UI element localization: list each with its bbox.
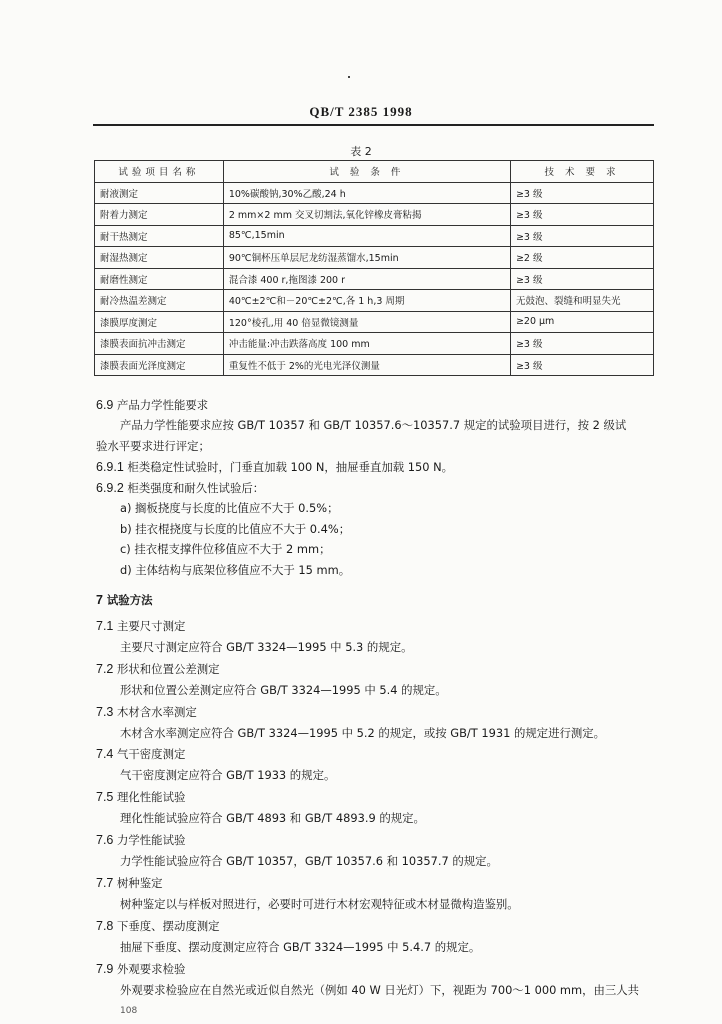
table-row: [95, 225, 654, 247]
page-number: 108: [120, 1006, 138, 1016]
paragraph-line: 验水平要求进行评定；: [96, 439, 210, 453]
clause-6-9-2: [96, 480, 264, 496]
test-item: 耐磨性测定: [95, 268, 224, 290]
test-condition: 120°棱孔,用 40 倍显微镜测量: [223, 311, 510, 333]
list-item: d) 主体结构与底架位移值应不大于 15 mm。: [120, 563, 351, 577]
column-header: 技 术 要 求: [510, 161, 653, 183]
table-row: [95, 290, 654, 312]
paragraph-line: 力学性能试验应符合 GB/T 10357，GB/T 10357.6 和 10357.7 的规定。: [120, 854, 498, 868]
test-item: 耐冷热温差测定: [95, 290, 224, 312]
section-heading-7: [96, 592, 152, 608]
technical-requirement: ≥3 级: [510, 182, 653, 204]
clause-number: 7.5: [96, 790, 114, 804]
paragraph-line: 木材含水率测定应符合 GB/T 3324—1995 中 5.2 的规定，或按 GB/T 1931 的规定进行测定。: [120, 726, 606, 740]
section-heading-7-5: [96, 789, 185, 805]
clause-number: 7.1: [96, 619, 114, 633]
section-heading-7-8: [96, 918, 220, 934]
clause-text: 产品力学性能要求: [113, 398, 209, 412]
clause-number: 7.3: [96, 705, 114, 719]
clause-text: 外观要求检验: [113, 962, 186, 976]
clause-text: 木材含水率测定: [113, 705, 197, 719]
table-row: [95, 182, 654, 204]
test-condition: 混合漆 400 r,拖图漆 200 r: [223, 268, 510, 290]
technical-requirement: ≥3 级: [510, 333, 653, 355]
table-row: [95, 333, 654, 355]
paragraph-line: 形状和位置公差测定应符合 GB/T 3324—1995 中 5.4 的规定。: [120, 683, 447, 697]
list-item: b) 挂衣棍挠度与长度的比值应不大于 0.4%；: [120, 522, 351, 536]
list-item: a) 搁板挠度与长度的比值应不大于 0.5%；: [120, 501, 339, 515]
paragraph-line: 理化性能试验应符合 GB/T 4893 和 GB/T 4893.9 的规定。: [120, 811, 425, 825]
clause-number: 6.9.2: [96, 481, 124, 495]
technical-requirement: ≥3 级: [510, 225, 653, 247]
clause-number: 7.4: [96, 747, 114, 761]
clause-text: 力学性能试验: [113, 833, 186, 847]
list-item: c) 挂衣棍支撑件位移值应不大于 2 mm；: [120, 542, 331, 556]
table-row: [95, 247, 654, 269]
table-row: [95, 311, 654, 333]
column-header: 试验项目名称: [95, 161, 224, 183]
paragraph-line: 外观要求检验应在自然光或近似自然光（例如 40 W 日光灯）下，视距为 700～1 000 mm，由三人共: [120, 983, 640, 997]
clause-number: 7.8: [96, 919, 114, 933]
table-header-row: [95, 161, 654, 183]
section-heading-7-1: [96, 618, 185, 634]
test-requirements-table: [94, 160, 654, 376]
section-heading-7-6: [96, 832, 185, 848]
clause-number: 7.7: [96, 876, 114, 890]
technical-requirement: ≥20 μm: [510, 311, 653, 333]
test-item: 漆膜厚度测定: [95, 311, 224, 333]
section-heading-7-9: [96, 961, 185, 977]
clause-number: 6.9.1: [96, 460, 124, 474]
clause-text: 下垂度、摆动度测定: [113, 919, 220, 933]
paragraph-line: 气干密度测定应符合 GB/T 1933 的规定。: [120, 768, 336, 782]
test-condition: 冲击能量:冲击跌落高度 100 mm: [223, 333, 510, 355]
technical-requirement: ≥3 级: [510, 204, 653, 226]
column-header: 试 验 条 件: [223, 161, 510, 183]
table-title: 表 2: [350, 145, 372, 158]
section-heading-7-4: [96, 746, 185, 762]
test-item: 耐干热测定: [95, 225, 224, 247]
clause-text: 气干密度测定: [113, 747, 186, 761]
clause-number: 7.2: [96, 662, 114, 676]
test-condition: 重复性不低于 2%的光电光泽仪测量: [223, 354, 510, 376]
test-condition: 85℃,15min: [223, 225, 510, 247]
table-row: [95, 354, 654, 376]
test-condition: 10%碳酸钠,30%乙酸,24 h: [223, 182, 510, 204]
scan-dot: [348, 76, 350, 78]
paragraph-line: 抽屉下垂度、摆动度测定应符合 GB/T 3324—1995 中 5.4.7 的规定。: [120, 940, 481, 954]
standard-header: QB/T 2385 1998: [309, 104, 413, 119]
paragraph-line: 树种鉴定以与样板对照进行，必要时可进行木材宏观特征或木材显微构造鉴别。: [120, 897, 519, 911]
clause-text: 主要尺寸测定: [113, 619, 186, 633]
table-row: [95, 268, 654, 290]
test-item: 漆膜表面抗冲击测定: [95, 333, 224, 355]
clause-text: 柜类强度和耐久性试验后：: [123, 481, 265, 495]
test-item: 耐液测定: [95, 182, 224, 204]
test-item: 漆膜表面光泽度测定: [95, 354, 224, 376]
section-heading-7-3: [96, 704, 197, 720]
technical-requirement: 无鼓泡、裂缝和明显失光: [510, 290, 653, 312]
test-item: 耐湿热测定: [95, 247, 224, 269]
clause-text: 柜类稳定性试验时，门垂直加载 100 N，抽屉垂直加载 150 N。: [123, 460, 454, 474]
paragraph-line: 主要尺寸测定应符合 GB/T 3324—1995 中 5.3 的规定。: [120, 640, 413, 654]
table-row: [95, 204, 654, 226]
test-item: 附着力测定: [95, 204, 224, 226]
clause-text: 理化性能试验: [113, 790, 186, 804]
clause-number: 7.9: [96, 962, 114, 976]
technical-requirement: ≥3 级: [510, 354, 653, 376]
clause-text: 试验方法: [102, 593, 153, 607]
technical-requirement: ≥2 级: [510, 247, 653, 269]
technical-requirement: ≥3 级: [510, 268, 653, 290]
section-heading-6-9: [96, 397, 208, 413]
paragraph-line: 产品力学性能要求应按 GB/T 10357 和 GB/T 10357.6～10357.7 规定的试验项目进行，按 2 级试: [120, 418, 627, 432]
section-heading-7-2: [96, 661, 220, 677]
clause-number: 6.9: [96, 398, 114, 412]
test-condition: 40℃±2℃和－20℃±2℃,各 1 h,3 周期: [223, 290, 510, 312]
clause-6-9-1: [96, 459, 453, 475]
clause-number: 7: [96, 593, 103, 607]
header-rule: [93, 124, 654, 126]
clause-text: 形状和位置公差测定: [113, 662, 220, 676]
test-condition: 90℃铜杯压单层尼龙纺湿蒸馏水,15min: [223, 247, 510, 269]
clause-number: 7.6: [96, 833, 114, 847]
clause-text: 树种鉴定: [113, 876, 163, 890]
section-heading-7-7: [96, 875, 163, 891]
test-condition: 2 mm×2 mm 交叉切割法,氧化锌橡皮膏粘揭: [223, 204, 510, 226]
